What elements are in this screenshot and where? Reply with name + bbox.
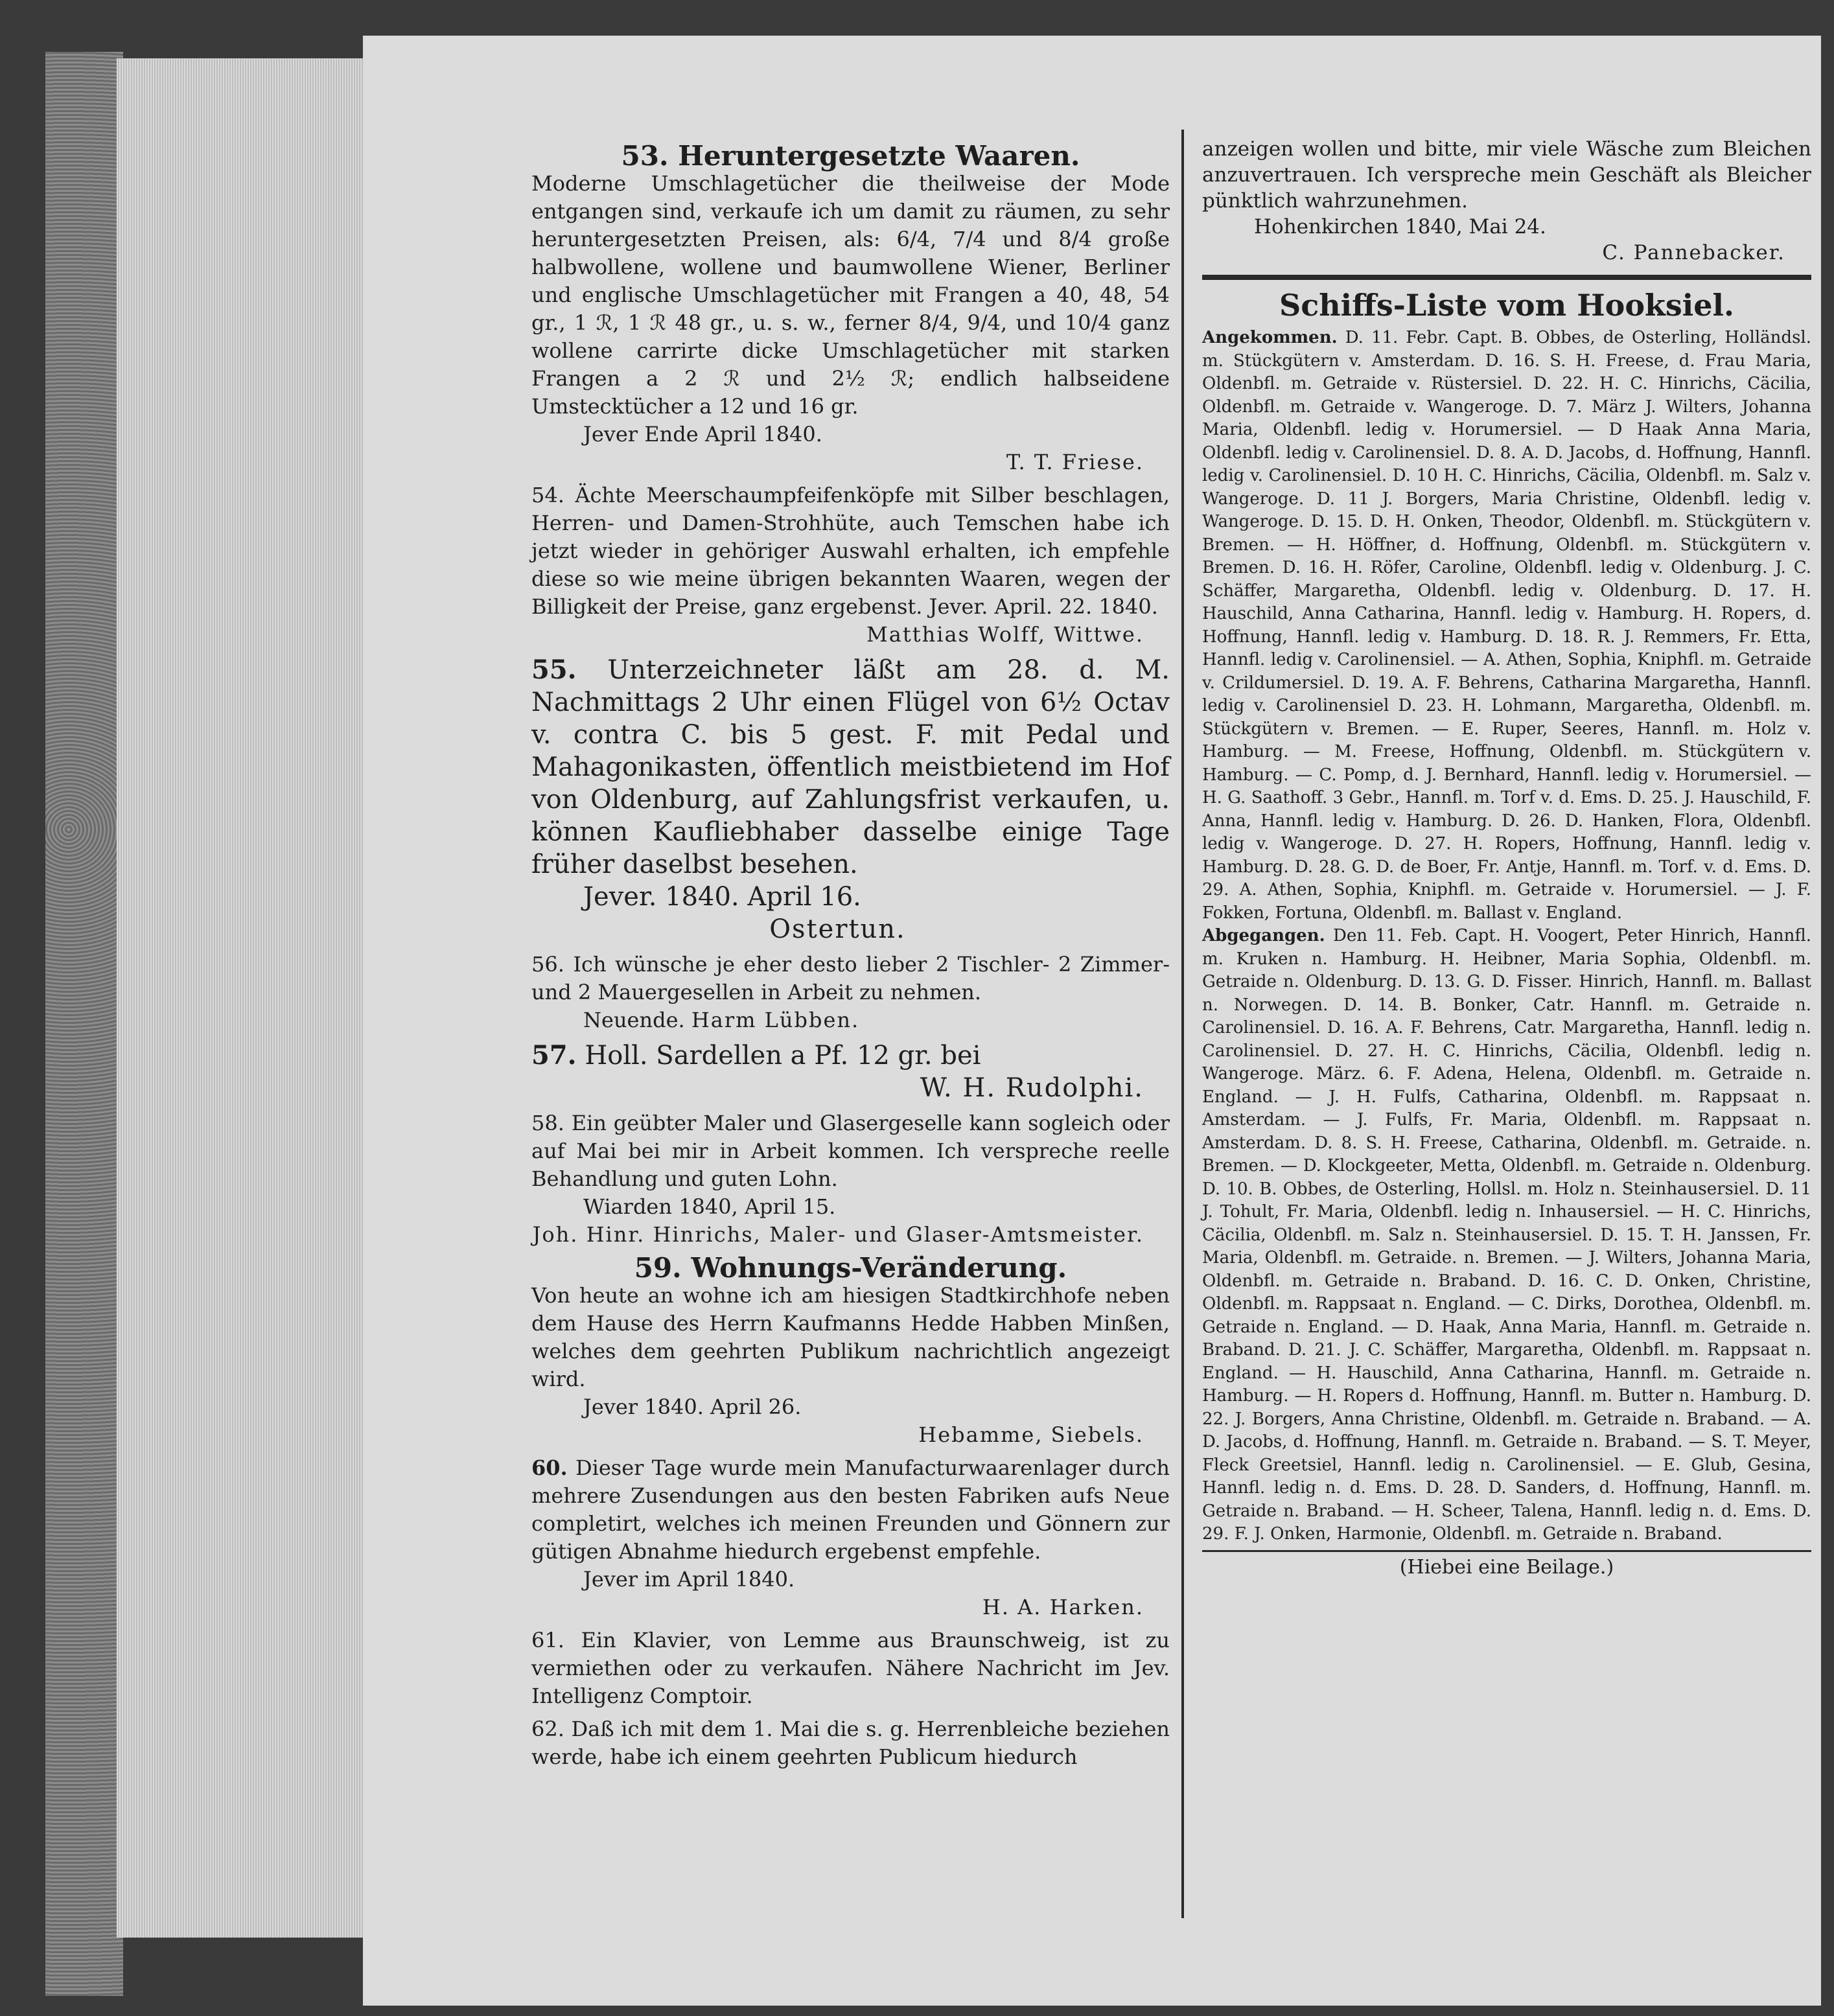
- ad-date: Jever Ende April 1840.: [583, 422, 822, 446]
- ad-signature: Matthias Wolff, Wittwe.: [866, 622, 1144, 647]
- ad-53: [531, 142, 1170, 476]
- ad-signature: W. H. Rudolphi.: [920, 1073, 1144, 1103]
- book-spine-edge: [45, 52, 123, 1996]
- ad-62: [531, 1715, 1170, 1771]
- page-block-edges: [117, 58, 369, 1938]
- ad-text: 54. Ächte Meerschaumpfeifenköpfe mit Silber beschlagen, Herren- und Damen-Strohhüte, auch Temschen habe ich jetzt wieder in gehöriger Auswahl erhalten, ich empfehle diese so wie meine übrigen bekannten Waaren, wegen der Billigkeit der Preise, ganz ergebenst. Jever. April. 22. 1840.: [531, 483, 1170, 619]
- ad-58: [531, 1109, 1170, 1249]
- ad-60: [531, 1454, 1170, 1621]
- section-rule: [1202, 275, 1811, 280]
- ad-text: 61. Ein Klavier, von Lemme aus Braunschweig, ist zu vermiethen oder zu verkaufen. Nähere Nachricht im Jev. Intelligenz Comptoir.: [531, 1628, 1170, 1708]
- ad-62-continued: [1202, 136, 1811, 266]
- ad-text: 56. Ich wünsche je eher desto lieber 2 Tischler- 2 Zimmer- und 2 Mauergesellen in Arbeit zu nehmen.: [531, 952, 1170, 1004]
- ad-text: Von heute an wohne ich am hiesigen Stadtkirchhofe neben dem Hause des Herrn Kaufmanns Hedde Habben Minßen, welches dem geehrten Publikum nachrichtlich angezeigt wird.: [531, 1283, 1170, 1391]
- ad-signature: H. A. Harken.: [982, 1595, 1144, 1619]
- ad-56: [531, 951, 1170, 1034]
- ad-date: Hohenkirchen 1840, Mai 24.: [1254, 215, 1546, 238]
- ad-55: [531, 654, 1170, 945]
- ad-signature: T. T. Friese.: [1006, 450, 1144, 474]
- ad-date: Jever. 1840. April 16.: [583, 882, 861, 912]
- ad-signature: C. Pannebacker.: [1602, 241, 1785, 264]
- ad-54: [531, 481, 1170, 649]
- ad-signature: Ostertun.: [769, 914, 906, 944]
- ad-date: Jever im April 1840.: [583, 1567, 795, 1592]
- column-divider: [1181, 130, 1184, 1918]
- ad-text: anzeigen wollen und bitte, mir viele Wäsche zum Bleichen anzuvertrauen. Ich verspreche mein Geschäft als Bleicher pünktlich wahrzunehmen.: [1202, 137, 1811, 213]
- ship-list-arrived: Angekommen. D. 11. Febr. Capt. B. Obbes, de Osterling, Holländsl. m. Stückgütern v. Amsterdam. D. 16. S. H. Freese, d. Frau Maria, Oldenbfl. m. Getraide v. Rüstersiel. D. 22. H. C. Hinrichs, Cäcilia, Oldenbfl. m. Getraide v. Wangeroge. D. 7. März J. Wilters, Johanna Maria, Oldenbfl. ledig v. Horumersiel. — D Haak Anna Maria, Oldenbfl. ledig v. Carolinensiel. D. 8. A. D. Jacobs, d. Hoffnung, Hannfl. ledig v. Carolinensiel. D. 10 H. C. Hinrichs, Cäcilia, Oldenbfl. m. Salz v. Wangeroge. D. 11 J. Borgers, Maria Christine, Oldenbfl. ledig v. Wangeroge. D. 15. D. H. Onken, Theodor, Oldenbfl. m. Stückgütern v. Bremen. — H. Höffner, d. Hoffnung, Oldenbfl. m. Stückgütern v. Bremen. D. 16. H. Röfer, Caroline, Oldenbfl. ledig v. Oldenburg. J. C. Schäffer, Margaretha, Oldenbfl. ledig v. Oldenburg. D. 17. H. Hauschild, Anna Catharina, Hannfl. ledig v. Hamburg. H. Ropers, d. Hoffnung, Hannfl. ledig v. Hamburg. D. 18. R. J. Remmers, Fr. Etta, Hannfl. ledig v. Carolinensiel. — A. Athen, Sophia, Kniphfl. m. Getraide v. Crildumersiel. D. 19. A. F. Behrens, Catharina Margaretha, Hannfl. ledig v. Carolinensiel D. 23. H. Lohmann, Margaretha, Oldenbfl. m. Stückgütern v. Bremen. — E. Ruper, Seeres, Hannfl. m. Holz v. Hamburg. — M. Freese, Hoffnung, Oldenbfl. m. Stückgütern v. Hamburg. — C. Pomp, d. J. Bernhard, Hannfl. ledig v. Horumersiel. — H. G. Saathoff. 3 Gebr., Hannfl. m. Torf v. d. Ems. D. 25. J. Hauschild, F. Anna, Hannfl. ledig v. Hamburg. D. 26. D. Hanken, Flora, Oldenbfl. ledig v. Wangeroge. D. 27. H. Ropers, Hoffnung, Hannfl. ledig v. Hamburg. D. 28. G. D. de Boer, Fr. Antje, Hannfl. m. Torf. v. d. Ems. D. 29. A. Athen, Sophia, Kniphfl. m. Getraide v. Horumersiel. — J. F. Fokken, Fortuna, Oldenbfl. m. Ballast v. England.: [1202, 328, 1811, 923]
- ad-57: [531, 1039, 1170, 1104]
- ad-headline: 59. Wohnungs-Veränderung.: [634, 1252, 1067, 1284]
- ad-signature: Hebamme, Siebels.: [918, 1422, 1144, 1447]
- ad-text: 62. Daß ich mit dem 1. Mai die s. g. Herrenbleiche beziehen werde, habe ich einem geehrten Publicum hiedurch: [531, 1717, 1170, 1769]
- ship-list-departed: Abgegangen. Den 11. Feb. Capt. H. Voogert, Peter Hinrich, Hannfl. m. Kruken n. Hamburg. H. Heibner, Maria Sophia, Oldenbfl. m. Getraide n. Oldenburg. D. 13. G. D. Fisser. Hinrich, Hannfl. m. Ballast n. Norwegen. D. 14. B. Bonker, Catr. Hannfl. m. Getraide n. Carolinensiel. D. 16. A. F. Behrens, Catr. Margaretha, Hannfl. ledig n. Carolinensiel. D. 27. H. C. Hinrichs, Cäcilia, Oldenbfl. ledig n. Wangeroge. März. 6. F. Adena, Helena, Oldenbfl. m. Getraide n. England. — J. H. Fulfs, Catharina, Oldenbfl. m. Rappsaat n. Amsterdam. — J. Fulfs, Fr. Maria, Oldenbfl. m. Rappsaat n. Amsterdam. D. 8. S. H. Freese, Catharina, Oldenbfl. m. Getraide. n. Bremen. — D. Klockgeeter, Metta, Oldenbfl. m. Getraide n. Oldenburg. D. 10. B. Obbes, de Osterling, Hollsl. m. Holz n. Steinhausersiel. D. 11 J. Tohult, Fr. Maria, Oldenbfl. ledig n. Inhausersiel. — H. C. Hinrichs, Cäcilia, Oldenbfl. m. Salz n. Steinhausersiel. D. 15. T. H. Janssen, Fr. Maria, Oldenbfl. m. Getraide. n. Bremen. — J. Wilters, Johanna Maria, Oldenbfl. m. Getraide n. Braband. D. 16. C. D. Onken, Christine, Oldenbfl. m. Rappsaat n. England. — C. Dirks, Dorothea, Oldenbfl. m. Getraide n. England. — D. Haak, Anna Maria, Hannfl. m. Getraide n. Braband. D. 21. J. C. Schäffer, Margaretha, Oldenbfl. m. Rappsaat n. England. — H. Hauschild, Anna Catharina, Hannfl. m. Getraide n. Hamburg. — H. Ropers d. Hoffnung, Hannfl. m. Butter n. Hamburg. D. 22. J. Borgers, Anna Christine, Oldenbfl. m. Getraide n. Braband. — A. D. Jacobs, d. Hoffnung, Hannfl. m. Getraide n. Braband. — S. T. Meyer, Fleck Greetsiel, Hannfl. ledig n. Carolinensiel. — E. Glub, Gesina, Hannfl. ledig n. d. Ems. D. 28. D. Sanders, d. Hoffnung, Hannfl. m. Getraide n. Braband. — H. Scheer, Talena, Hannfl. ledig n. d. Ems. D. 29. F. J. Onken, Harmonie, Oldenbfl. m. Getraide n. Braband.: [1202, 926, 1811, 1544]
- left-column: [531, 139, 1170, 1776]
- ad-headline: 53. Heruntergesetzte Waaren.: [621, 140, 1080, 172]
- ad-text: 57. Holl. Sardellen a Pf. 12 gr. bei: [531, 1040, 981, 1071]
- ad-text: 55. Unterzeichneter läßt am 28. d. M. Nachmittags 2 Uhr einen Flügel von 6½ Octav v. contra C. bis 5 gest. F. mit Pedal und Mahagonikasten, öffentlich meistbietend im Hof von Oldenburg, auf Zahlungsfrist verkaufen, u. können Kaufliebhaber dasselbe einige Tage früher daselbst besehen.: [531, 655, 1170, 879]
- supplement-note: (Hiebei eine Beilage.): [1202, 1550, 1811, 1579]
- ad-signature: Joh. Hinr. Hinrichs, Maler- und Glaser-Amtsmeister.: [532, 1222, 1144, 1247]
- ad-61: [531, 1627, 1170, 1710]
- ad-text: 60. Dieser Tage wurde mein Manufacturwaarenlager durch mehrere Zusendungen aus den besten Fabriken aufs Neue completirt, welches ich meinen Freunden und Gönnern zur gütigen Abnahme hiedurch ergebenst empfehle.: [531, 1455, 1170, 1564]
- ad-date: Jever 1840. April 26.: [583, 1395, 802, 1419]
- ship-list-title: Schiffs-Liste vom Hooksiel.: [1279, 288, 1735, 323]
- ad-date: Wiarden 1840, April 15.: [583, 1194, 836, 1219]
- ad-text: Moderne Umschlagetücher die theilweise der Mode entgangen sind, verkaufe ich um damit zu räumen, zu sehr heruntergesetzten Preisen, als: 6/4, 7/4 und 8/4 große halbwollene, wollene und baumwollene Wiener, Berliner und englische Umschlagetücher mit Frangen a 40, 48, 54 gr., 1 ℛ, 1 ℛ 48 gr., u. s. w., ferner 8/4, 9/4, und 10/4 ganz wollene carrirte dicke Umschlagetücher mit starken Frangen a 2 ℛ und 2½ ℛ; endlich halbseidene Umstecktücher a 12 und 16 gr.: [531, 171, 1170, 419]
- ad-date-signature: Neuende. Harm Lübben.: [583, 1008, 860, 1032]
- ad-text: 58. Ein geübter Maler und Glasergeselle kann sogleich oder auf Mai bei mir in Arbeit kommen. Ich verspreche reelle Behandlung und guten Lohn.: [531, 1111, 1170, 1191]
- ad-59: [531, 1254, 1170, 1449]
- right-column: [1202, 136, 1811, 1579]
